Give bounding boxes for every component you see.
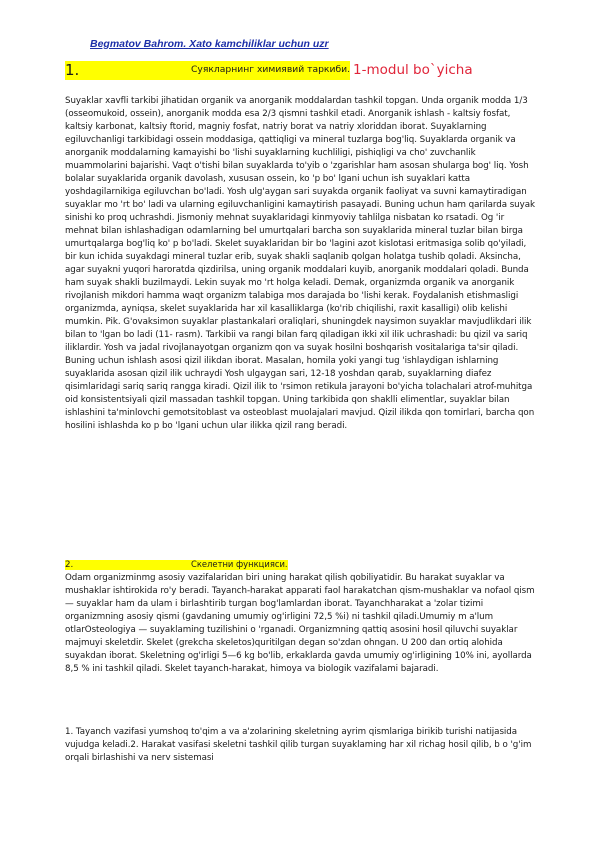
section-2-heading	[65, 558, 535, 571]
section-2-paragraph-2: 1. Tayanch vazifasi yumshoq to'qim a va a'zolarining skeletning ayrim qismlariga birikib turishi natijasida vujudga keladi.2. Harakat vasifasi skeletni tashkil qilib turgan suyaklaming har xil richag hosil qilib, b o 'g'im orqali birlashishi va nerv sistemasi	[65, 727, 532, 763]
section-1-module-label: 1-modul bo`yicha	[353, 62, 473, 78]
section-1-paragraph: Suyaklar xavfli tarkibi jihatidan organik va anorganik moddalardan tashkil topgan. Unda organik modda 1/3 (osseomukoid, ossein), anorganik modda esa 2/3 qismni tashkil etadi. Anorganik ishlash - kaltsiy fosfat, kaltsiy karbonat, kaltsiy ftorid, magniy fosfat, natriy borat va natriy xloriddan iborat. Suyaklarning egiluvchanligi tarkibidagi ossein moddasiga, qattiqligi va mineral tuzlarga bog'liq. Suyaklarda organik va anorganik moddalarning kamayishi bo 'lishi suyaklarning kuchliligi, pishiqligi va cho' zuvchanlik muammolarini bajarishi. Vaqt o'tishi bilan suyaklarda to'yib o 'zgarishlar ham asosan shularga bog' liq. Yosh bolalar suyaklarida organik davolash, xususan ossein, ko 'p bo' lgani uchun ish suyaklari katta yoshdagilarnikiga egiluvchan bo'ladi. Yosh ulg'aygan sari suyakda organik faoliyat va suvni kamaytiradigan suyaklar mo 'rt bo' ladi va ularning egiluvchanligini kamaytirish pasayadi. Buning uchun ham qarilarda suyak sinishi ko proq uchrashdi. Jismoniy mehnat suyaklaridagi kinmyoviy tahlilga nisbatan ko rsatadi. Og 'ir mehnat bilan ishlashadigan odamlarning bel umurtqalari barcha son suyaklarida mineral tuzlar bilan birga umurtqalarga bog'liq ko' p bo'ladi. Skelet suyaklaridan bir bo 'lagini azot kislotasi eritmasiga solib qo'yiladi, bir kun ichida suyakdagi mineral tuzlar erib, suyak shakli saqlanib qolgan holatga tushib qoladi. Aksincha, agar suyakni yuqori haroratda qizdirilsa, uning organik moddalari kuyib, anorganik moddalari qoladi. Bunda ham suyak shakli buzilmaydi. Lekin suyak mo 'rt holga keladi. Demak, organizmda organik va anorganik rivojlanish mikdori hamma waqt organizm talabiga mos darajada bo 'lishi kerak. Foydalanish etishmasligi organizmda, ayniqsa, skelet suyaklarida har xil kasalliklarga (ko'rib chiqilishi, raxit kasalligi) olib kelishi mumkin. Pik. G'ovaksimon suyaklar plastankalari oraliqlari, shuningdek naysimon suyaklar mavjudlikdari ilik bilan to 'lgan bo ladi (11- rasm). Tarkibii va rangi bilan farq qiladigan ikki xil ilik uchrashadi: bu qizil va sariq iliklardir. Yosh va jadal rivojlanayotgan organizm qon va suyak hosilni boshqarish vositalariga ta'sir qiladi. Buning uchun ishlash asosi qizil ilikdan iborat. Masalan, homila yoki yangi tug 'ishlaydigan ishlarning suyaklarida asosan qizil ilik uchraydi Yosh ulgaygan sari, 12-18 yoshdan qarab, suyaklarning diafez qisimlaridagi sariq sariq rangga kiradi. Qizil ilik to 'rsimon retikula jarayoni bo'yicha tolachalari atrof-muhitga oid konsistentsiyali qizil massadan tashkil topgan. Uning tarkibida qon shaklli elimentlar, suyaklar bilan ishlashini ta'minlovchi gemotsitoblast va osteoblast muolajalari mavjud. Qizil ilikda qon tomirlari, barcha qon hosilini ishlashda ko p bo 'lgani uchun ular ilikka qizil rang beradi.	[65, 96, 535, 431]
document-header: Begmatov Bahrom. Xato kamchiliklar uchun uzr	[90, 38, 329, 50]
section-2-title: Скелетни функцияси.	[191, 559, 288, 569]
section-2-paragraph-1: Odam organizminmg asosiy vazifalaridan biri uning harakat qilish qobiliyatidir. Bu harakat suyaklar va mushaklar ishtirokida ro'y beradi. Tayanch-harakat apparati faol harakatchan qism-mushaklar va nofaol qism— suyaklar ham da ulam i birlashtirib turgan bog'lamlardan iborat. Tayanchharakat a 'zolar tizimi organizmning asosiy qismi (gavdaning umumiy og'irligini 72,5 %i) ni tashkil qiladi.Umumiy m a'lum otlarOsteologiya — suyaklaming tuzilishini o 'rganadi. Organizmning qattiq asosini hosil qiluvchi suyaklar majmuyi skeletdir. Skelet (grekcha skeletos)quritilgan degan so'zdan ohngan. U 200 dan ortiq alohida suyakdan iborat. Skeletning og'irligi 5—6 kg bo'lib, erkaklarda gavda umumiy og'irligining 10% ini, ayollarda 8,5 % ini tashkil qiladi. Skelet tayanch-harakat, himoya va biologik vazifalami bajaradi.	[65, 573, 535, 674]
section-2-number: 2.	[65, 560, 74, 570]
section-1-number: 1.	[65, 61, 80, 79]
section-1-title: Суякларнинг химиявий таркиби.	[191, 64, 351, 75]
section-1-heading	[65, 60, 535, 80]
